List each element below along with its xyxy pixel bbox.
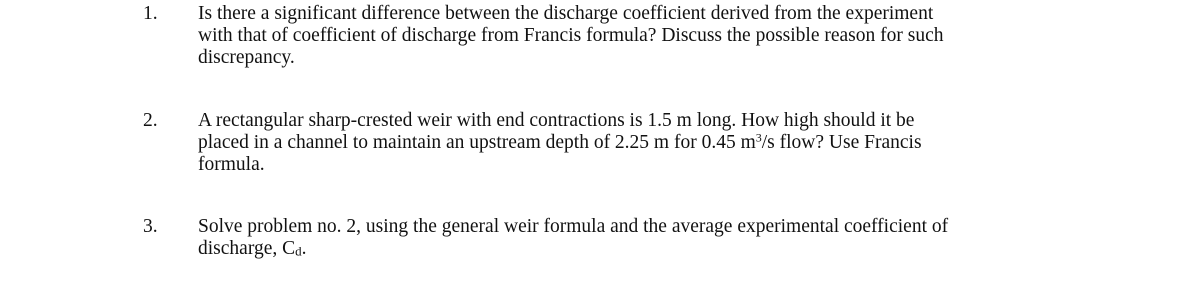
question-number: 1.: [143, 3, 158, 24]
question-text: [198, 110, 1113, 176]
question-text-segment: placed in a channel to maintain an upstream depth of 2.25 m for 0.45 m: [198, 132, 756, 153]
question-text-line: discrepancy.: [198, 47, 295, 68]
question-text-line: formula.: [198, 154, 265, 175]
question-text: [198, 216, 1113, 260]
coefficient-subscript: d: [295, 243, 302, 259]
question-text-line: [198, 132, 1113, 154]
question-text-line: Solve problem no. 2, using the general weir formula and the average experimental coefficient of: [198, 216, 949, 237]
question-text: [198, 3, 1113, 69]
question-text-segment: discharge, C: [198, 238, 296, 259]
cubed-superscript: 3: [755, 130, 762, 145]
question-text-segment: /s flow? Use Francis: [761, 132, 922, 153]
question-text-segment: .: [301, 238, 307, 259]
question-text-line: Is there a significant difference between the discharge coefficient derived from the experiment: [198, 3, 934, 24]
question-number: 2.: [143, 110, 158, 131]
question-number: 3.: [143, 216, 158, 237]
question-text-line: [198, 238, 1113, 260]
question-text-line: with that of coefficient of discharge from Francis formula? Discuss the possible reason for such: [198, 25, 944, 46]
question-text-line: A rectangular sharp-crested weir with end contractions is 1.5 m long. How high should it be: [198, 110, 915, 131]
